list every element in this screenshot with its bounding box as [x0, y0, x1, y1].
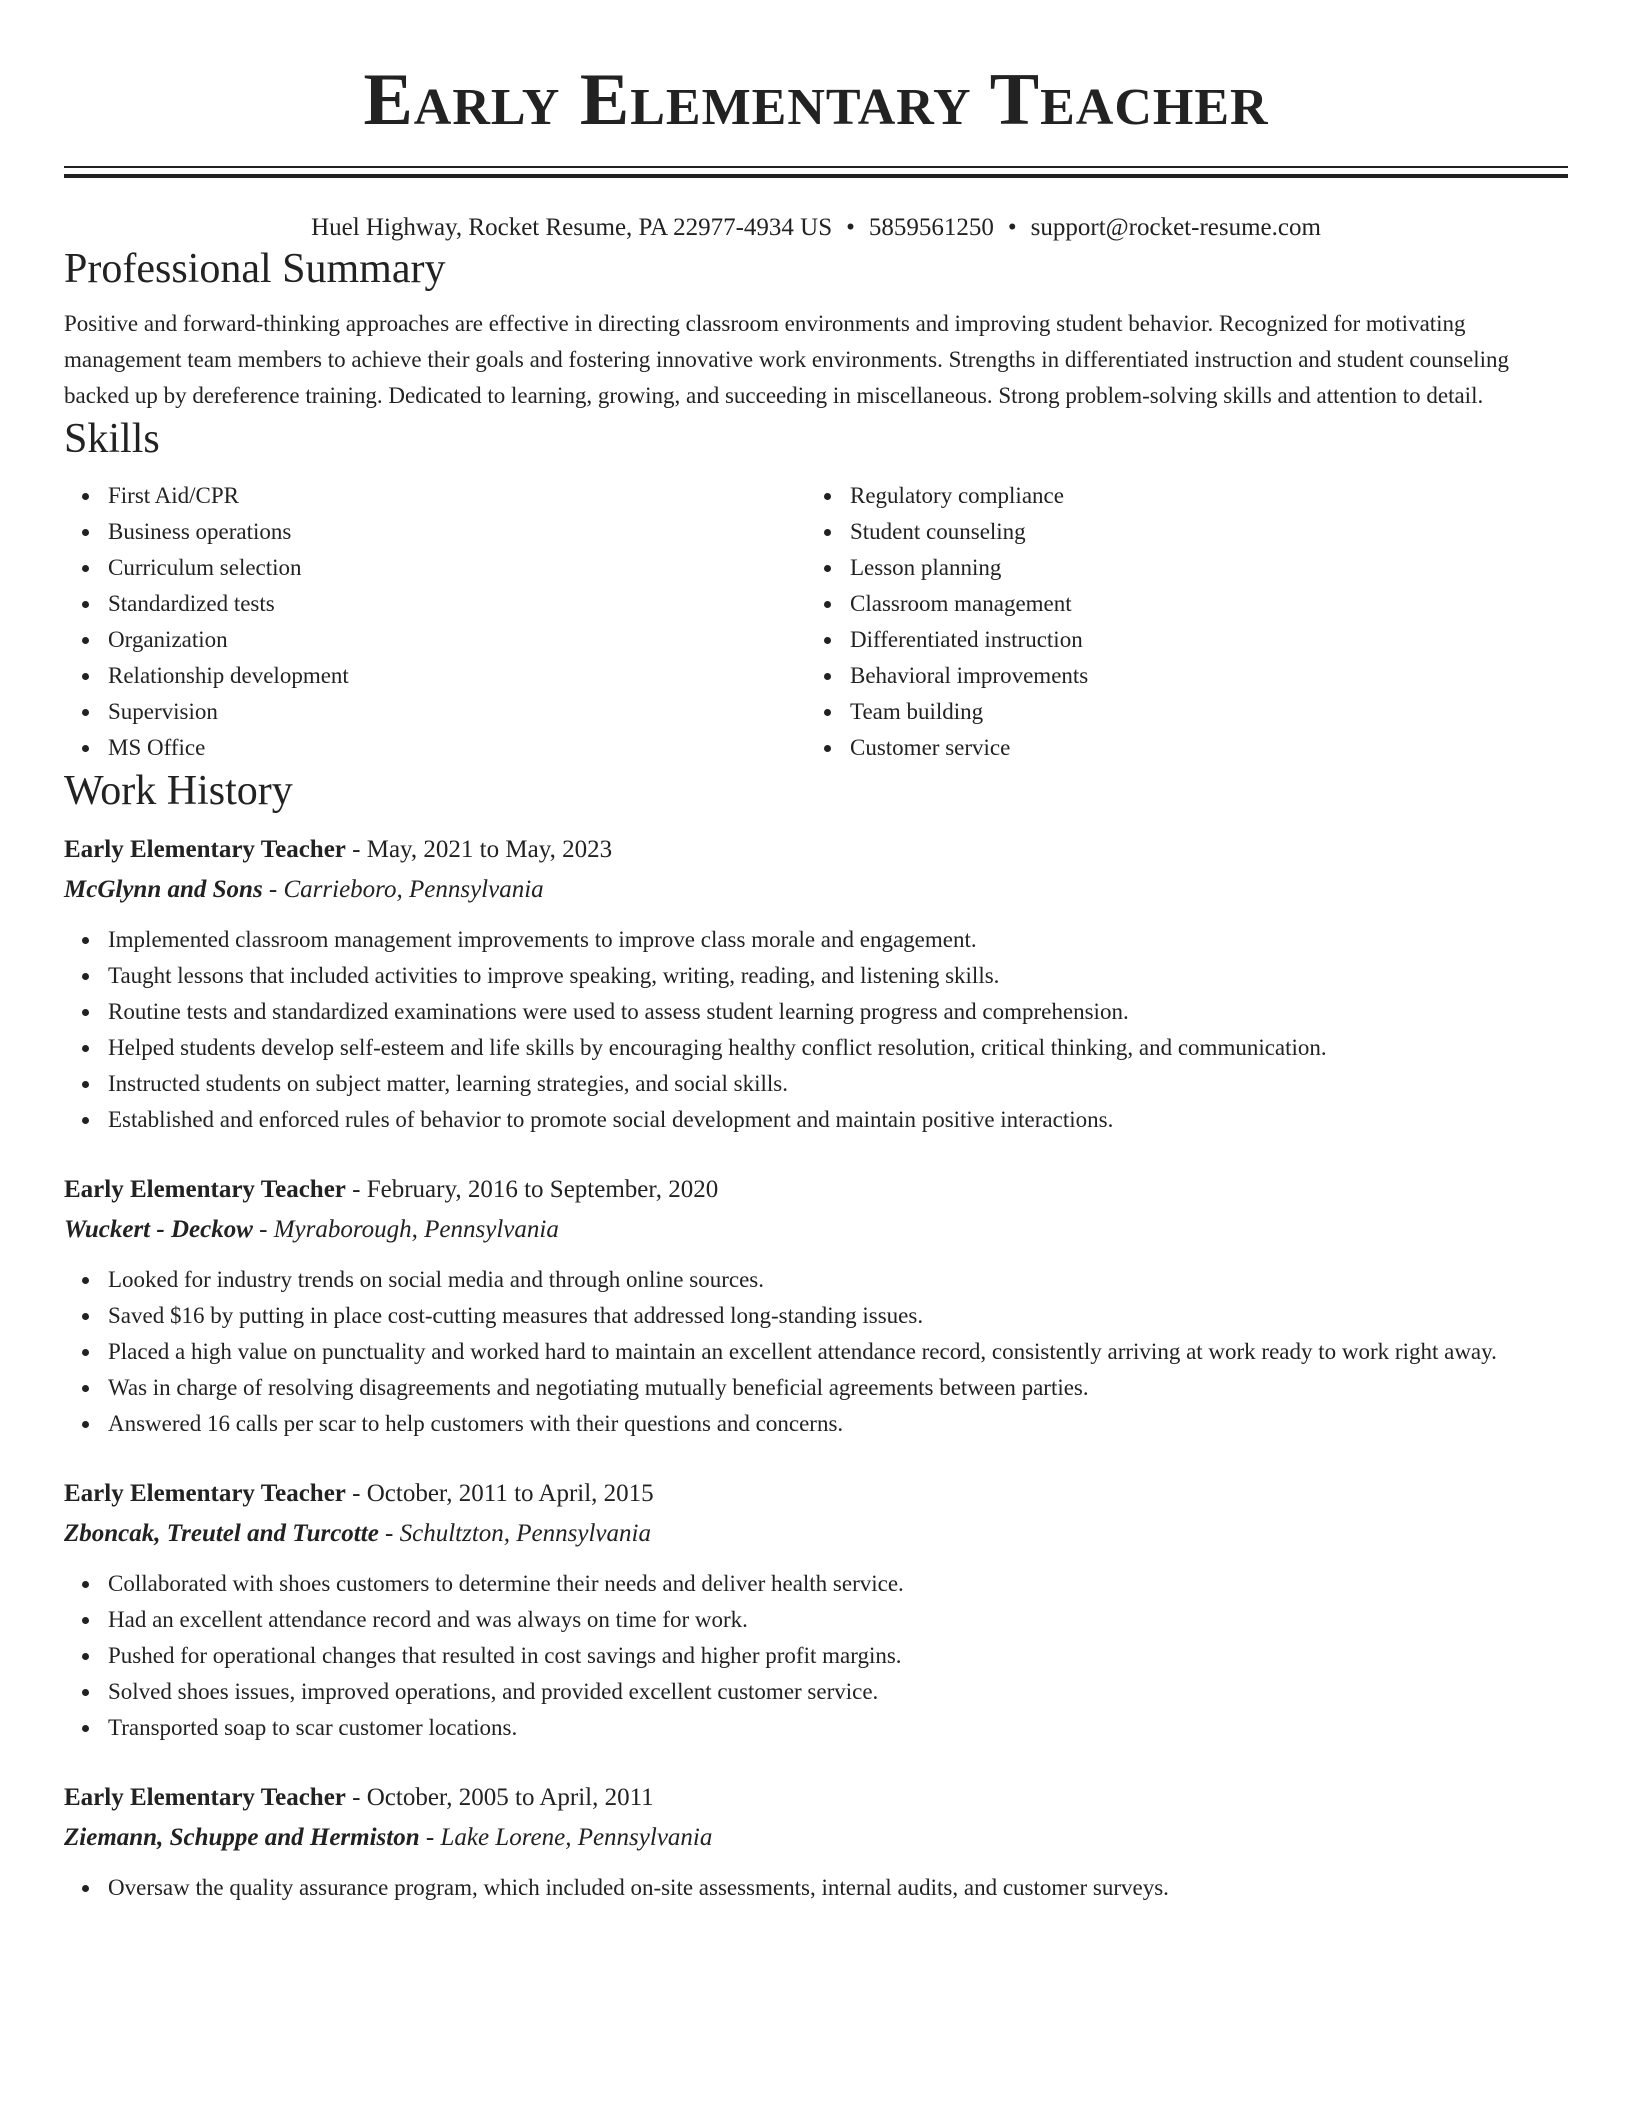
job-company: Ziemann, Schuppe and Hermiston	[64, 1824, 420, 1851]
job-duty: Had an excellent attendance record and was always on time for work.	[64, 1602, 1568, 1638]
job-company-line	[64, 870, 1568, 910]
contact-email: support@rocket-resume.com	[1030, 214, 1321, 241]
skill-item: Organization	[64, 622, 806, 658]
job-title-line	[64, 1474, 1568, 1514]
job-duty: Looked for industry trends on social media and through online sources.	[64, 1262, 1568, 1298]
skill-item: Classroom management	[806, 586, 1548, 622]
job-company-line	[64, 1514, 1568, 1554]
job-location: - Lake Lorene, Pennsylvania	[419, 1824, 713, 1851]
contact-phone: 5859561250	[868, 214, 994, 241]
job-duty: Pushed for operational changes that resulted in cost savings and higher profit margins.	[64, 1638, 1568, 1674]
skill-item: Differentiated instruction	[806, 622, 1548, 658]
job-dates: - October, 2005 to April, 2011	[345, 1784, 654, 1811]
job-duty: Transported soap to scar customer locations.	[64, 1710, 1568, 1746]
contact-address: Huel Highway, Rocket Resume, PA 22977-4934 US	[311, 214, 833, 241]
skills-list	[64, 478, 1568, 766]
job-duties	[64, 1870, 1568, 1906]
job-title-line	[64, 1778, 1568, 1818]
skill-item: Standardized tests	[64, 586, 806, 622]
title-divider-thin	[64, 166, 1568, 168]
summary-text: Positive and forward-thinking approaches are effective in directing classroom environments and improving student behavior. Recognized for motivating management team members to achieve their goals and fostering innovative work environments. Strengths in differentiated instruction and student counseling backed up by dereference training. Dedicated to learning, growing, and succeeding in miscellaneous. Strong problem-solving skills and attention to detail.	[64, 311, 1510, 408]
page-title: Early Elementary Teacher	[363, 59, 1269, 141]
skill-item: Curriculum selection	[64, 550, 806, 586]
job-duty: Taught lessons that included activities to improve speaking, writing, reading, and listening skills.	[64, 958, 1568, 994]
job-location: - Carrieboro, Pennsylvania	[262, 876, 544, 903]
job-company-line	[64, 1210, 1568, 1250]
skill-item: Team building	[806, 694, 1548, 730]
contact-separator: •	[846, 214, 855, 241]
job-dates: - February, 2016 to September, 2020	[345, 1176, 719, 1203]
job-role: Early Elementary Teacher	[64, 1176, 346, 1203]
job-company: McGlynn and Sons	[64, 876, 263, 903]
job-location: - Schultzton, Pennsylvania	[378, 1520, 651, 1547]
contact-separator: •	[1007, 214, 1017, 241]
job-duty: Instructed students on subject matter, learning strategies, and social skills.	[64, 1066, 1568, 1102]
job-duty: Implemented classroom management improvements to improve class morale and engagement.	[64, 922, 1568, 958]
job-duty: Collaborated with shoes customers to determine their needs and deliver health service.	[64, 1566, 1568, 1602]
job-title-line	[64, 1170, 1568, 1210]
job-company-line	[64, 1818, 1568, 1858]
job-duty: Established and enforced rules of behavior to promote social development and maintain positive interactions.	[64, 1102, 1568, 1138]
skills-column-right	[806, 478, 1548, 766]
job-duty: Answered 16 calls per scar to help customers with their questions and concerns.	[64, 1406, 1568, 1442]
contact-line	[64, 212, 1568, 244]
skills-heading: Skills	[64, 416, 160, 462]
skill-item: Business operations	[64, 514, 806, 550]
skills-column-left	[64, 478, 806, 766]
job-entry	[64, 1778, 1568, 1906]
job-entry	[64, 1170, 1568, 1442]
job-dates: - May, 2021 to May, 2023	[345, 836, 613, 863]
job-location: - Myraborough, Pennsylvania	[252, 1216, 559, 1243]
job-duty: Was in charge of resolving disagreements and negotiating mutually beneficial agreements between parties.	[64, 1370, 1568, 1406]
job-duty: Saved $16 by putting in place cost-cutting measures that addressed long-standing issues.	[64, 1298, 1568, 1334]
job-entry	[64, 830, 1568, 1138]
job-duty: Placed a high value on punctuality and worked hard to maintain an excellent attendance record, consistently arriving at work ready to work right away.	[64, 1334, 1568, 1370]
job-role: Early Elementary Teacher	[64, 836, 346, 863]
job-duty: Solved shoes issues, improved operations, and provided excellent customer service.	[64, 1674, 1568, 1710]
skill-item: Relationship development	[64, 658, 806, 694]
job-role: Early Elementary Teacher	[64, 1784, 346, 1811]
job-entry	[64, 1474, 1568, 1746]
skill-item: Behavioral improvements	[806, 658, 1548, 694]
work-history-heading: Work History	[64, 768, 293, 814]
skill-item: Customer service	[806, 730, 1548, 766]
job-duty: Routine tests and standardized examinations were used to assess student learning progress and comprehension.	[64, 994, 1568, 1030]
skill-item: Regulatory compliance	[806, 478, 1548, 514]
skill-item: MS Office	[64, 730, 806, 766]
job-duties	[64, 1566, 1568, 1746]
job-duty: Oversaw the quality assurance program, which included on-site assessments, internal audits, and customer surveys.	[64, 1870, 1568, 1906]
summary-heading: Professional Summary	[64, 246, 446, 292]
job-title-line	[64, 830, 1568, 870]
skill-item: Supervision	[64, 694, 806, 730]
job-company: Zboncak, Treutel and Turcotte	[64, 1520, 379, 1547]
job-duties	[64, 1262, 1568, 1442]
resume-page	[64, 0, 1568, 1906]
title-divider-thick	[64, 174, 1568, 178]
job-company: Wuckert - Deckow	[64, 1216, 253, 1243]
job-duties	[64, 922, 1568, 1138]
skill-item: First Aid/CPR	[64, 478, 806, 514]
skill-item: Student counseling	[806, 514, 1548, 550]
job-duty: Helped students develop self-esteem and life skills by encouraging healthy conflict resolution, critical thinking, and communication.	[64, 1030, 1568, 1066]
skill-item: Lesson planning	[806, 550, 1548, 586]
job-dates: - October, 2011 to April, 2015	[345, 1480, 654, 1507]
job-role: Early Elementary Teacher	[64, 1480, 346, 1507]
